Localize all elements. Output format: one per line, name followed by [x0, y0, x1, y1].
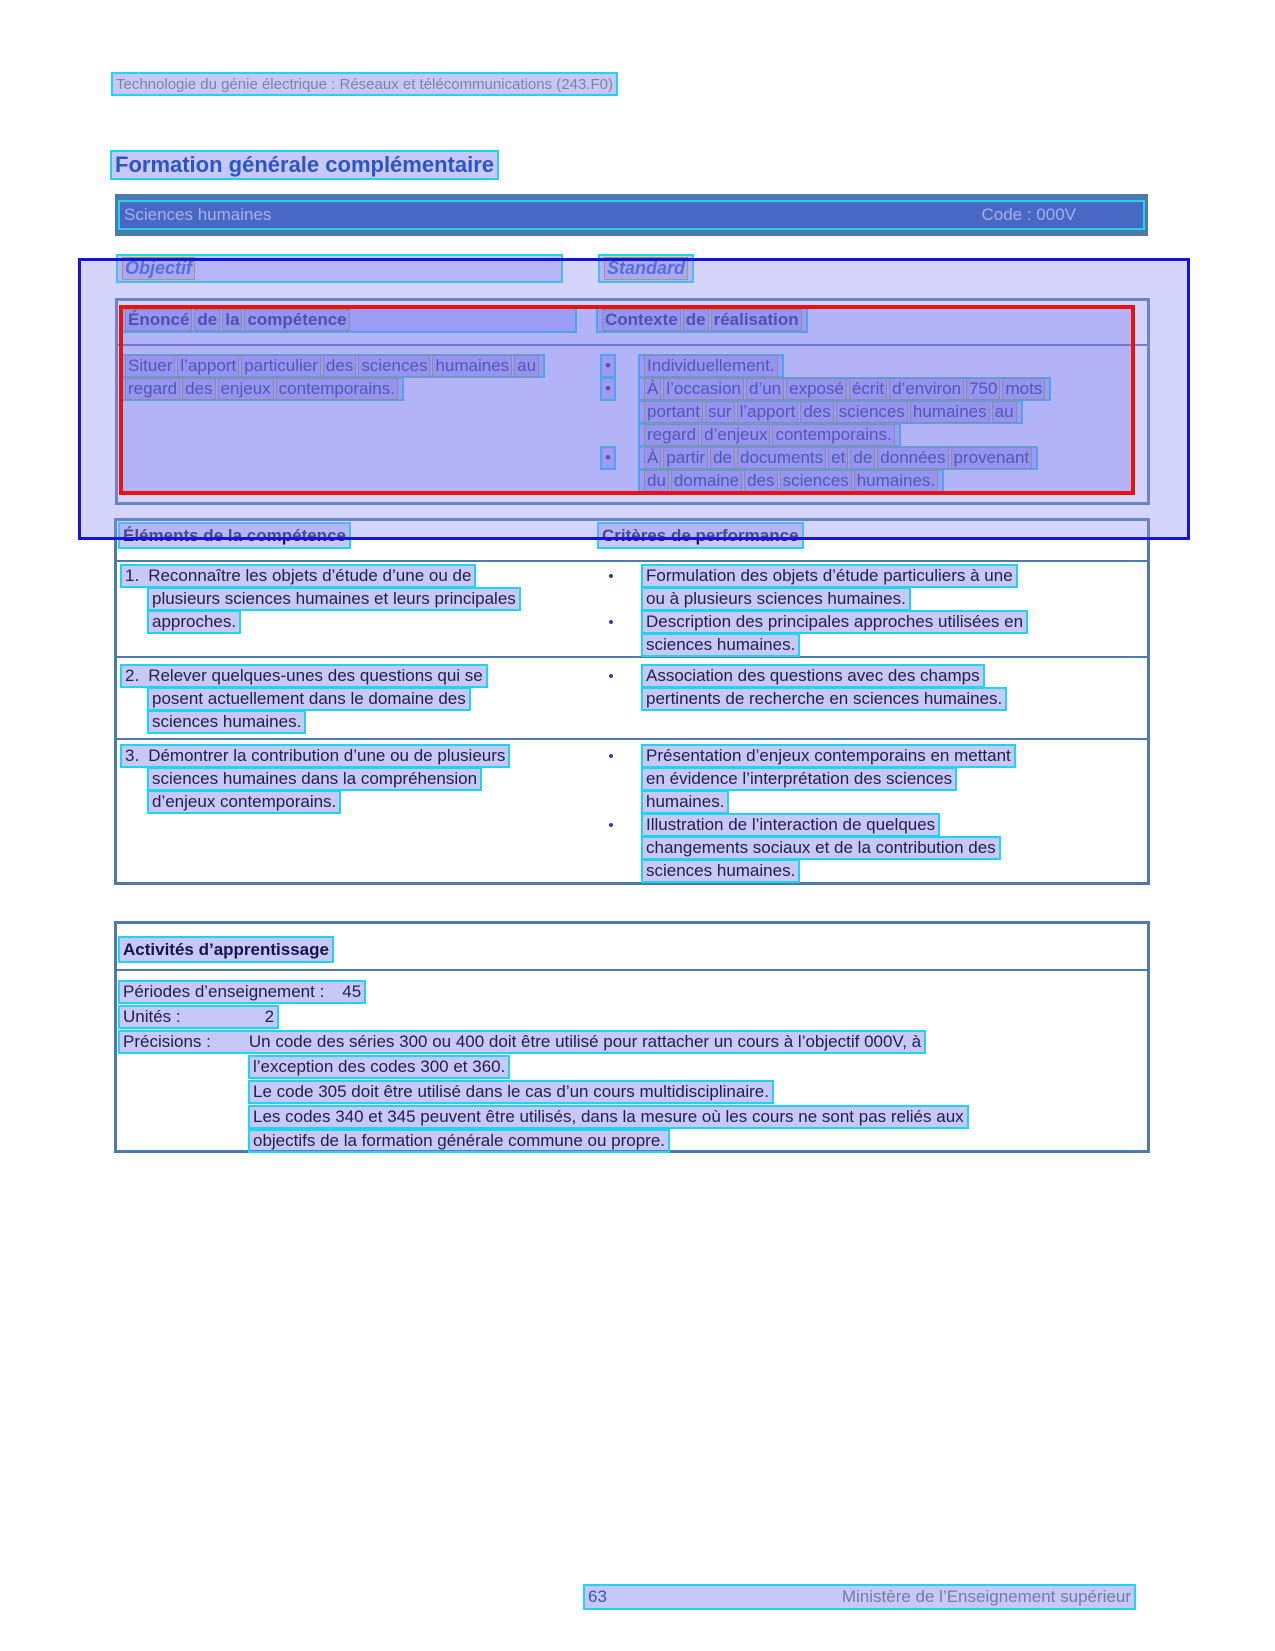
text-line: sciences humaines. [641, 633, 800, 657]
competence-table-header-divider [118, 344, 1147, 346]
activities-header-divider [117, 969, 1147, 971]
elements-header: Éléments de la compétence [123, 525, 346, 545]
text-line: humaines. [641, 790, 729, 814]
elements-header-divider [117, 560, 1147, 562]
running-header [111, 72, 618, 96]
bullet-icon: • [600, 377, 616, 401]
precisions-line: Précisions : Un code des séries 300 ou 400 doit être utilisé pour rattacher un cours à l’objectif 000V, à [118, 1030, 926, 1054]
text-line: du domaine des sciences humaines. [638, 469, 944, 493]
activities-header-highlight [118, 936, 334, 963]
text-line: Le code 305 doit être utilisé dans le cas d’un cours multidisciplinaire. [248, 1080, 774, 1104]
running-header-text: Technologie du génie électrique : Réseaux et télécommunications (243.F0) [116, 75, 613, 93]
text-line: approches. [147, 610, 241, 634]
text-line: regard d’enjeux contemporains. [638, 423, 901, 447]
units-line: Unités : 2 [118, 1005, 279, 1029]
text-line: ou à plusieurs sciences humaines. [641, 587, 911, 611]
criteres-header-highlight [597, 522, 804, 549]
criteres-header: Critères de performance [602, 525, 799, 545]
enonce-header-highlight [119, 306, 577, 333]
subject-bar [115, 194, 1148, 236]
page-title: Formation générale complémentaire [115, 152, 494, 177]
row-divider [117, 738, 1147, 740]
activities-header: Activités d’apprentissage [123, 939, 329, 959]
text-line: en évidence l’interprétation des sciences [641, 767, 957, 791]
text-line: sciences humaines. [147, 710, 306, 734]
text-line: Situer l’apport particulier des sciences humaines au [119, 354, 545, 378]
text-line: À l’occasion d’un exposé écrit d’environ 750 mots [638, 377, 1051, 401]
section-title-highlight [110, 150, 499, 180]
text-line: Illustration de l’interaction de quelques [641, 813, 940, 837]
text-line: 3. Démontrer la contribution d’une ou de plusieurs [120, 744, 510, 768]
bullet-icon: • [600, 446, 616, 470]
bullet-icon: • [608, 668, 614, 685]
text-line: pertinents de recherche en sciences humaines. [641, 687, 1007, 711]
text-line: d’enjeux contemporains. [147, 790, 341, 814]
text-line: portant sur l’apport des sciences humaines au [638, 400, 1023, 424]
text-line: plusieurs sciences humaines et leurs principales [147, 587, 521, 611]
objectif-label: Objectif [121, 257, 196, 280]
text-line: 1. Reconnaître les objets d’étude d’une ou de [120, 564, 476, 588]
text-line: objectifs de la formation générale commune ou propre. [248, 1129, 670, 1153]
page-number: 63 [588, 1587, 607, 1606]
text-line: À partir de documents et de données provenant [638, 446, 1038, 470]
units-value: 2 [264, 1007, 275, 1026]
text-line: Individuellement. [638, 354, 784, 378]
bullet-icon: • [608, 748, 614, 765]
text-line: Association des questions avec des champs [641, 664, 985, 688]
text-line: Description des principales approches utilisées en [641, 610, 1028, 634]
text-line: Formulation des objets d’étude particuliers à une [641, 564, 1018, 588]
text-line: 2. Relever quelques-unes des questions qui se [120, 664, 488, 688]
bullet-icon: • [608, 614, 614, 631]
standard-label: Standard [603, 257, 689, 280]
ministry-name: Ministère de l’Enseignement supérieur [841, 1587, 1131, 1606]
text-line: sciences humaines dans la compréhension [147, 767, 482, 791]
bullet-icon: • [608, 817, 614, 834]
row-divider [117, 656, 1147, 658]
contexte-header-highlight [596, 306, 808, 333]
objectif-label-highlight [116, 254, 563, 283]
text-line: posent actuellement dans le domaine des [147, 687, 471, 711]
text-line: sciences humaines. [641, 859, 800, 883]
bullet-icon: • [608, 568, 614, 585]
bullet-icon: • [600, 354, 616, 378]
contexte-header: Contexte de réalisation [601, 309, 803, 331]
subject-name: Sciences humaines [124, 205, 272, 224]
periods-value: 45 [342, 982, 362, 1001]
periods-line: Périodes d’enseignement : 45 [118, 980, 366, 1004]
page-footer [583, 1584, 1136, 1610]
text-line: changements sociaux et de la contribution des [641, 836, 1001, 860]
text-line: l’exception des codes 300 et 360. [248, 1055, 510, 1079]
elements-header-highlight [118, 522, 351, 549]
enonce-header: Énoncé de la compétence [124, 309, 351, 331]
text-line: Les codes 340 et 345 peuvent être utilisés, dans la mesure où les cours ne sont pas reliés aux [248, 1105, 969, 1129]
standard-label-highlight [598, 254, 694, 283]
subject-code: Code : 000V [981, 205, 1076, 224]
text-line: Présentation d’enjeux contemporains en mettant [641, 744, 1016, 768]
text-line: regard des enjeux contemporains. [119, 377, 404, 401]
